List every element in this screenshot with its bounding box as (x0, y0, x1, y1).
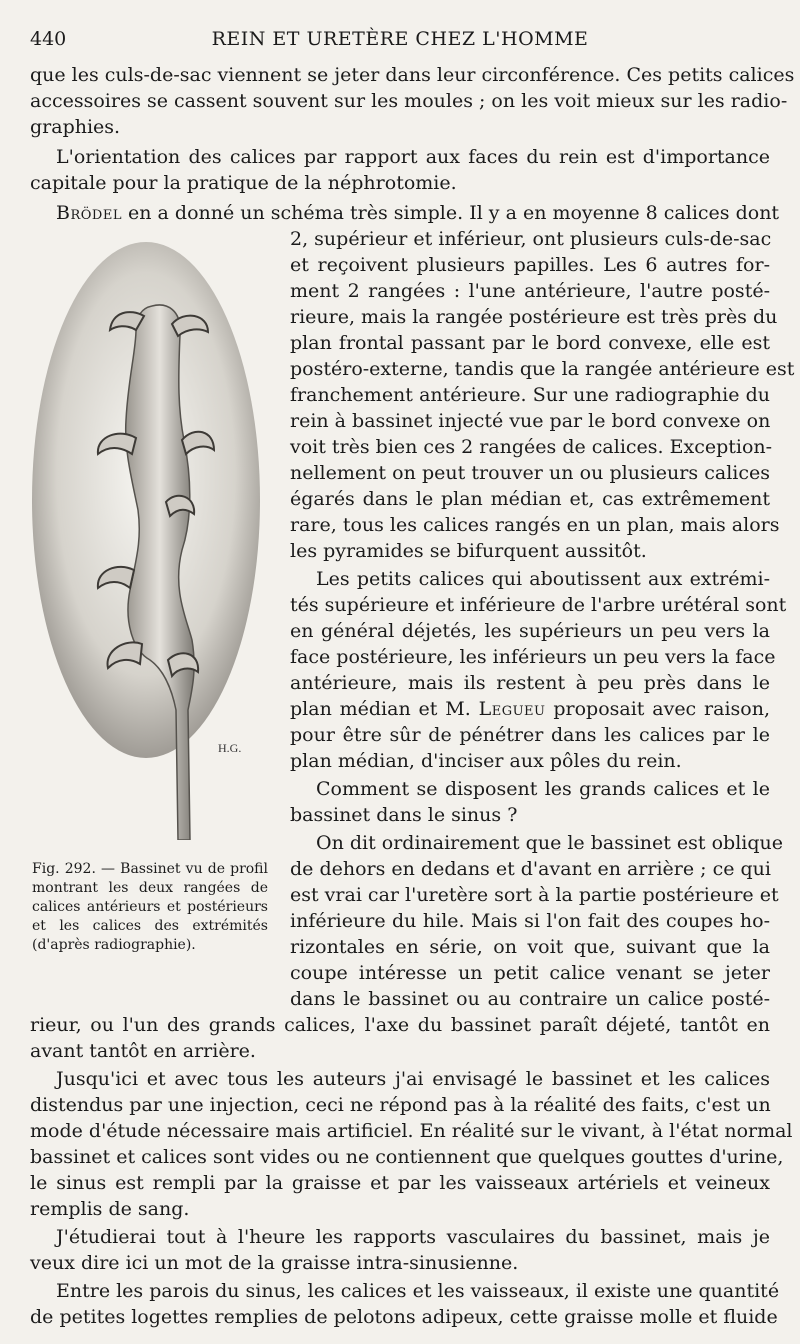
text-line: est vrai car l'uretère sort à la partie postérieure et (290, 884, 779, 906)
text-line: postéro-externe, tandis que la rangée antérieure est (290, 358, 795, 380)
text-line: accessoires se cassent souvent sur les moules ; on les voit mieux sur les radio- (30, 90, 788, 112)
text-line: rieur, ou l'un des grands calices, l'axe du bassinet paraît déjeté, tantôt en (30, 1014, 770, 1036)
text-line: égarés dans le plan médian et, cas extrêmement (290, 488, 770, 510)
text-line: coupe intéresse un petit calice venant se jeter (290, 962, 770, 984)
text-line: avant tantôt en arrière. (30, 1040, 256, 1062)
text-line: Entre les parois du sinus, les calices et les vaisseaux, il existe une quantité (56, 1280, 780, 1302)
page-header (30, 24, 770, 54)
illustrator-signature: H.G. (218, 741, 242, 755)
text-line: face postérieure, les inférieurs un peu vers la face (290, 646, 776, 668)
text-line: bassinet et calices sont vides ou ne contiennent que quelques gouttes d'urine, (30, 1146, 784, 1168)
text-line: le sinus est rempli par la graisse et par les vaisseaux artériels et veineux (30, 1172, 770, 1194)
text-line: graphies. (30, 116, 121, 138)
figure-caption-text: — Bassinet vu de profil montrant les deux rangées de calices antérieurs et postérieurs et les calices des extrémités (d'après radiographie). (32, 861, 268, 953)
text-line: de dehors en dedans et d'avant en arrière ; ce qui (290, 858, 771, 880)
text-line: de petites logettes remplies de pelotons adipeux, cette graisse molle et fluide (30, 1306, 778, 1328)
text-line: plan médian, d'inciser aux pôles du rein. (290, 750, 682, 772)
text-line: mode d'étude nécessaire mais artificiel. En réalité sur le vivant, à l'état normal (30, 1120, 793, 1142)
text-line: que les culs-de-sac viennent se jeter dans leur circonférence. Ces petits calices (30, 64, 795, 86)
text-line: antérieure, mais ils restent à peu près dans le (290, 672, 770, 694)
renal-pelvis-illustration (32, 240, 268, 840)
author-name: Brödel (56, 202, 122, 224)
text-line: remplis de sang. (30, 1198, 190, 1220)
text-fragment: proposait avec raison, (553, 698, 770, 720)
text-line: veux dire ici un mot de la graisse intra-sinusienne. (30, 1252, 519, 1274)
figure-caption (32, 860, 268, 955)
text-line: rizontales en série, on voit que, suivant que la (290, 936, 770, 958)
text-fragment: en a donné un schéma très simple. Il y a en moyenne 8 calices dont (128, 202, 780, 224)
text-line: les pyramides se bifurquent aussitôt. (290, 540, 647, 562)
text-line: rein à bassinet injecté vue par le bord convexe on (290, 410, 771, 432)
running-title: REIN ET URETÈRE CHEZ L'HOMME (211, 28, 589, 50)
text-line: L'orientation des calices par rapport aux faces du rein est d'importance (56, 146, 770, 168)
text-line: Les petits calices qui aboutissent aux extrémi- (316, 568, 770, 590)
text-line: inférieure du hile. Mais si l'on fait des coupes ho- (290, 910, 770, 932)
text-line: en général déjetés, les supérieurs un peu vers la (290, 620, 770, 642)
text-line: dans le bassinet ou au contraire un calice posté- (290, 988, 770, 1010)
text-line: rieure, mais la rangée postérieure est très près du (290, 306, 778, 328)
text-line: rare, tous les calices rangés en un plan, mais alors (290, 514, 780, 536)
text-fragment: plan médian et M. (290, 698, 471, 720)
text-line: pour être sûr de pénétrer dans les calices par le (290, 724, 770, 746)
text-line-brodel (56, 200, 780, 226)
text-line: On dit ordinairement que le bassinet est oblique (316, 832, 784, 854)
text-line: tés supérieure et inférieure de l'arbre urétéral sont (290, 594, 787, 616)
page-number: 440 (30, 28, 67, 50)
text-line: plan frontal passant par le bord convexe, elle est (290, 332, 770, 354)
text-line: nellement on peut trouver un ou plusieurs calices (290, 462, 770, 484)
text-line: voit très bien ces 2 rangées de calices. Exception- (290, 436, 773, 458)
text-line: Comment se disposent les grands calices et le (316, 778, 770, 800)
figure-label: Fig. 292. (32, 861, 96, 877)
text-line: capitale pour la pratique de la néphrotomie. (30, 172, 457, 194)
text-line: distendus par une injection, ceci ne répond pas à la réalité des faits, c'est un (30, 1094, 771, 1116)
text-line: franchement antérieure. Sur une radiographie du (290, 384, 770, 406)
text-line: J'étudierai tout à l'heure les rapports vasculaires du bassinet, mais je (56, 1226, 770, 1248)
text-line: bassinet dans le sinus ? (290, 804, 518, 826)
author-name: Legueu (478, 698, 546, 720)
text-line: 2, supérieur et inférieur, ont plusieurs culs-de-sac (290, 228, 772, 250)
text-line: et reçoivent plusieurs papilles. Les 6 autres for- (290, 254, 770, 276)
text-line: ment 2 rangées : l'une antérieure, l'autre posté- (290, 280, 770, 302)
kidney-figure (32, 240, 268, 840)
text-line-legueu (290, 696, 770, 722)
text-line: Jusqu'ici et avec tous les auteurs j'ai envisagé le bassinet et les calices (56, 1068, 770, 1090)
